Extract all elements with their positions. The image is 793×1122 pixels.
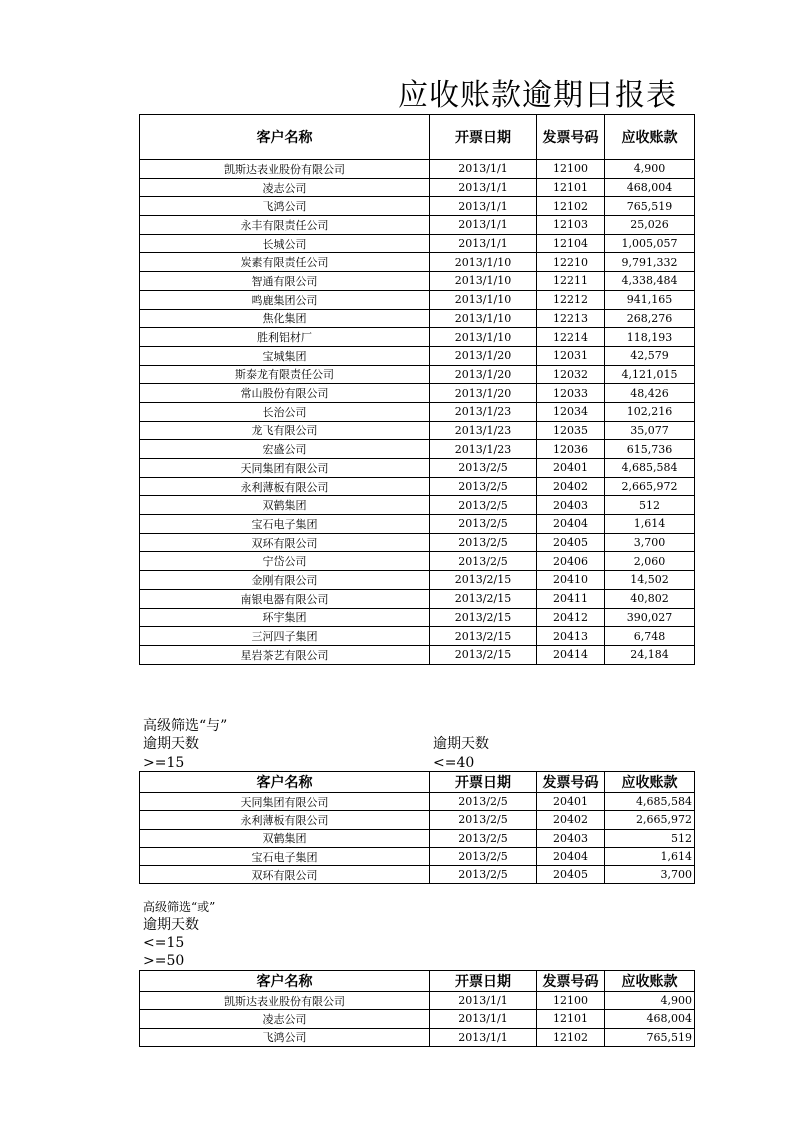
cell-invoice-number: 12100: [537, 992, 605, 1010]
cell-invoice-date: 2013/2/5: [430, 552, 537, 571]
cell-customer: 斯泰龙有限责任公司: [140, 365, 430, 384]
table-row: [140, 197, 695, 216]
column-header-invoice-number: 发票号码: [537, 772, 605, 793]
cell-invoice-number: 20412: [537, 608, 605, 627]
cell-receivable: 4,121,015: [605, 365, 695, 384]
cell-customer: 龙飞有限公司: [140, 421, 430, 440]
table-row: [140, 440, 695, 459]
cell-invoice-date: 2013/2/15: [430, 645, 537, 664]
cell-invoice-date: 2013/2/5: [430, 847, 537, 865]
cell-receivable: 268,276: [605, 309, 695, 328]
cell-receivable: 390,027: [605, 608, 695, 627]
cell-receivable: 25,026: [605, 216, 695, 235]
table-row: [140, 866, 695, 884]
cell-customer: 飞鸿公司: [140, 1028, 430, 1046]
table-row: [140, 571, 695, 590]
cell-invoice-number: 20405: [537, 533, 605, 552]
cell-customer: 双鹤集团: [140, 496, 430, 515]
table-row: [140, 272, 695, 291]
cell-receivable: 9,791,332: [605, 253, 695, 272]
cell-invoice-number: 12036: [537, 440, 605, 459]
and-criteria-label-2: 逾期天数: [433, 736, 489, 752]
cell-receivable: 512: [605, 829, 695, 847]
cell-customer: 宝城集团: [140, 346, 430, 365]
cell-invoice-date: 2013/1/1: [430, 178, 537, 197]
cell-customer: 双环有限公司: [140, 866, 430, 884]
report-title: 应收账款逾期日报表: [398, 78, 677, 113]
table-row: [140, 160, 695, 179]
cell-customer: 南银电器有限公司: [140, 589, 430, 608]
cell-invoice-number: 12100: [537, 160, 605, 179]
table-header-row: [140, 971, 695, 992]
cell-receivable: 512: [605, 496, 695, 515]
table-row: [140, 421, 695, 440]
cell-invoice-date: 2013/1/1: [430, 234, 537, 253]
cell-invoice-date: 2013/1/20: [430, 346, 537, 365]
cell-invoice-number: 12214: [537, 328, 605, 347]
cell-receivable: 3,700: [605, 533, 695, 552]
cell-receivable: 35,077: [605, 421, 695, 440]
cell-invoice-date: 2013/1/10: [430, 309, 537, 328]
cell-invoice-date: 2013/1/1: [430, 992, 537, 1010]
cell-receivable: 6,748: [605, 627, 695, 646]
cell-invoice-number: 12211: [537, 272, 605, 291]
cell-invoice-number: 12101: [537, 178, 605, 197]
cell-customer: 凯斯达表业股份有限公司: [140, 160, 430, 179]
cell-invoice-number: 12034: [537, 402, 605, 421]
table-row: [140, 253, 695, 272]
table-row: [140, 234, 695, 253]
cell-invoice-date: 2013/2/5: [430, 811, 537, 829]
table-row: [140, 477, 695, 496]
column-header-customer: 客户名称: [140, 971, 430, 992]
table-row: [140, 829, 695, 847]
table-row: [140, 533, 695, 552]
table-row: [140, 1028, 695, 1046]
cell-invoice-number: 20411: [537, 589, 605, 608]
table-header-row: [140, 115, 695, 160]
cell-customer: 焦化集团: [140, 309, 430, 328]
cell-invoice-number: 12033: [537, 384, 605, 403]
cell-customer: 炭素有限责任公司: [140, 253, 430, 272]
column-header-receivable: 应收账款: [621, 130, 678, 146]
cell-invoice-date: 2013/1/10: [430, 272, 537, 291]
cell-receivable: 2,665,972: [605, 811, 695, 829]
cell-customer: 金刚有限公司: [140, 571, 430, 590]
table-row: [140, 402, 695, 421]
table-row: [140, 1010, 695, 1028]
cell-invoice-number: 20406: [537, 552, 605, 571]
cell-customer: 永丰有限责任公司: [140, 216, 430, 235]
cell-invoice-number: 20402: [537, 811, 605, 829]
cell-customer: 智通有限公司: [140, 272, 430, 291]
cell-customer: 长治公司: [140, 402, 430, 421]
column-header-receivable: 应收账款: [605, 971, 695, 992]
column-header-customer: 客户名称: [140, 115, 430, 160]
column-header-invoice-date: 开票日期: [430, 971, 537, 992]
cell-receivable: 48,426: [605, 384, 695, 403]
cell-invoice-number: 20404: [537, 515, 605, 534]
cell-invoice-number: 12031: [537, 346, 605, 365]
cell-receivable: 4,685,584: [605, 793, 695, 811]
and-criteria-value-1: >=15: [143, 755, 185, 771]
cell-invoice-number: 20401: [537, 459, 605, 478]
table-row: [140, 847, 695, 865]
cell-invoice-number: 20402: [537, 477, 605, 496]
cell-invoice-date: 2013/1/1: [430, 216, 537, 235]
and-criteria-label-1: 逾期天数: [143, 736, 199, 752]
cell-invoice-number: 12101: [537, 1010, 605, 1028]
column-header-invoice-number: 发票号码: [537, 115, 605, 160]
table-row: [140, 365, 695, 384]
cell-invoice-date: 2013/1/10: [430, 328, 537, 347]
cell-invoice-date: 2013/1/23: [430, 421, 537, 440]
table-row: [140, 627, 695, 646]
table-row: [140, 459, 695, 478]
cell-invoice-number: 20403: [537, 829, 605, 847]
column-header-customer: 客户名称: [140, 772, 430, 793]
and-filter-heading: 高级筛选“与”: [143, 718, 228, 734]
cell-receivable: 765,519: [605, 197, 695, 216]
cell-invoice-number: 20404: [537, 847, 605, 865]
cell-customer: 天同集团有限公司: [140, 793, 430, 811]
table-row: [140, 384, 695, 403]
cell-invoice-date: 2013/2/5: [430, 533, 537, 552]
column-header-invoice-number: 发票号码: [537, 971, 605, 992]
cell-customer: 长城公司: [140, 234, 430, 253]
cell-receivable: 24,184: [605, 645, 695, 664]
cell-invoice-number: 12032: [537, 365, 605, 384]
cell-customer: 双鹤集团: [140, 829, 430, 847]
table-row: [140, 793, 695, 811]
cell-customer: 常山股份有限公司: [140, 384, 430, 403]
cell-receivable: 765,519: [605, 1028, 695, 1046]
cell-invoice-number: 20401: [537, 793, 605, 811]
cell-invoice-number: 20414: [537, 645, 605, 664]
or-filter-result-table: [139, 970, 695, 1047]
cell-invoice-number: 20403: [537, 496, 605, 515]
or-criteria-value-1: <=15: [143, 935, 185, 951]
cell-invoice-date: 2013/2/15: [430, 571, 537, 590]
cell-invoice-date: 2013/1/1: [430, 1010, 537, 1028]
cell-customer: 凯斯达表业股份有限公司: [140, 992, 430, 1010]
cell-customer: 永利薄板有限公司: [140, 477, 430, 496]
cell-customer: 双环有限公司: [140, 533, 430, 552]
cell-receivable: 42,579: [605, 346, 695, 365]
cell-receivable: 102,216: [605, 402, 695, 421]
table-row: [140, 552, 695, 571]
cell-invoice-date: 2013/2/15: [430, 627, 537, 646]
cell-invoice-date: 2013/1/20: [430, 365, 537, 384]
cell-invoice-date: 2013/2/15: [430, 589, 537, 608]
table-row: [140, 290, 695, 309]
cell-invoice-number: 20413: [537, 627, 605, 646]
cell-invoice-date: 2013/1/1: [430, 1028, 537, 1046]
cell-customer: 宏盛公司: [140, 440, 430, 459]
and-filter-result-table: [139, 771, 695, 884]
or-criteria-label: 逾期天数: [143, 917, 199, 933]
cell-invoice-date: 2013/1/10: [430, 290, 537, 309]
table-row: [140, 216, 695, 235]
cell-invoice-date: 2013/1/23: [430, 440, 537, 459]
column-header-invoice-date: 开票日期: [430, 115, 537, 160]
cell-invoice-date: 2013/2/5: [430, 829, 537, 847]
cell-customer: 鸣鹿集团公司: [140, 290, 430, 309]
cell-receivable: 2,060: [605, 552, 695, 571]
cell-customer: 宁岱公司: [140, 552, 430, 571]
cell-invoice-date: 2013/1/1: [430, 197, 537, 216]
cell-receivable: 1,005,057: [605, 234, 695, 253]
cell-receivable: 941,165: [605, 290, 695, 309]
cell-invoice-number: 12104: [537, 234, 605, 253]
cell-customer: 环宇集团: [140, 608, 430, 627]
or-filter-heading: 高级筛选“或”: [143, 900, 216, 914]
cell-receivable: 40,802: [605, 589, 695, 608]
table-header-row: [140, 772, 695, 793]
table-row: [140, 645, 695, 664]
cell-invoice-number: 12213: [537, 309, 605, 328]
cell-customer: 天同集团有限公司: [140, 459, 430, 478]
and-table-body: [140, 793, 695, 884]
main-table-body: [140, 160, 695, 665]
cell-invoice-number: 12035: [537, 421, 605, 440]
table-row: [140, 811, 695, 829]
cell-customer: 胜利铝材厂: [140, 328, 430, 347]
cell-invoice-date: 2013/1/1: [430, 160, 537, 179]
cell-receivable: 615,736: [605, 440, 695, 459]
cell-invoice-date: 2013/2/5: [430, 477, 537, 496]
cell-invoice-number: 12212: [537, 290, 605, 309]
table-row: [140, 496, 695, 515]
cell-customer: 宝石电子集团: [140, 847, 430, 865]
cell-customer: 三河四子集团: [140, 627, 430, 646]
cell-invoice-date: 2013/1/20: [430, 384, 537, 403]
column-header-receivable: 应收账款: [605, 772, 695, 793]
cell-receivable: 3,700: [605, 866, 695, 884]
table-row: [140, 309, 695, 328]
cell-invoice-number: 20405: [537, 866, 605, 884]
table-row: [140, 178, 695, 197]
cell-customer: 凌志公司: [140, 178, 430, 197]
cell-receivable: 4,900: [605, 160, 695, 179]
or-criteria-value-2: >=50: [143, 953, 185, 969]
cell-receivable: 2,665,972: [605, 477, 695, 496]
cell-customer: 宝石电子集团: [140, 515, 430, 534]
cell-invoice-number: 12210: [537, 253, 605, 272]
or-table-body: [140, 992, 695, 1047]
cell-receivable: 4,900: [605, 992, 695, 1010]
cell-receivable: 4,685,584: [605, 459, 695, 478]
cell-receivable: 4,338,484: [605, 272, 695, 291]
column-header-invoice-date: 开票日期: [430, 772, 537, 793]
cell-receivable: 118,193: [605, 328, 695, 347]
cell-invoice-number: 20410: [537, 571, 605, 590]
cell-receivable: 468,004: [605, 1010, 695, 1028]
table-row: [140, 515, 695, 534]
cell-customer: 永利薄板有限公司: [140, 811, 430, 829]
cell-invoice-date: 2013/2/5: [430, 459, 537, 478]
main-receivables-table: [139, 114, 695, 665]
cell-invoice-number: 12102: [537, 1028, 605, 1046]
table-row: [140, 346, 695, 365]
cell-invoice-date: 2013/2/15: [430, 608, 537, 627]
cell-receivable: 1,614: [605, 515, 695, 534]
table-row: [140, 328, 695, 347]
table-row: [140, 992, 695, 1010]
and-criteria-value-2: <=40: [433, 755, 475, 771]
cell-invoice-date: 2013/1/23: [430, 402, 537, 421]
cell-invoice-number: 12102: [537, 197, 605, 216]
cell-receivable: 1,614: [605, 847, 695, 865]
cell-customer: 飞鸿公司: [140, 197, 430, 216]
cell-receivable: 468,004: [605, 178, 695, 197]
cell-receivable: 14,502: [605, 571, 695, 590]
cell-invoice-number: 12103: [537, 216, 605, 235]
cell-invoice-date: 2013/2/5: [430, 515, 537, 534]
table-row: [140, 589, 695, 608]
cell-invoice-date: 2013/1/10: [430, 253, 537, 272]
cell-customer: 凌志公司: [140, 1010, 430, 1028]
cell-invoice-date: 2013/2/5: [430, 793, 537, 811]
cell-invoice-date: 2013/2/5: [430, 496, 537, 515]
cell-invoice-date: 2013/2/5: [430, 866, 537, 884]
cell-customer: 星岩茶艺有限公司: [140, 645, 430, 664]
table-row: [140, 608, 695, 627]
